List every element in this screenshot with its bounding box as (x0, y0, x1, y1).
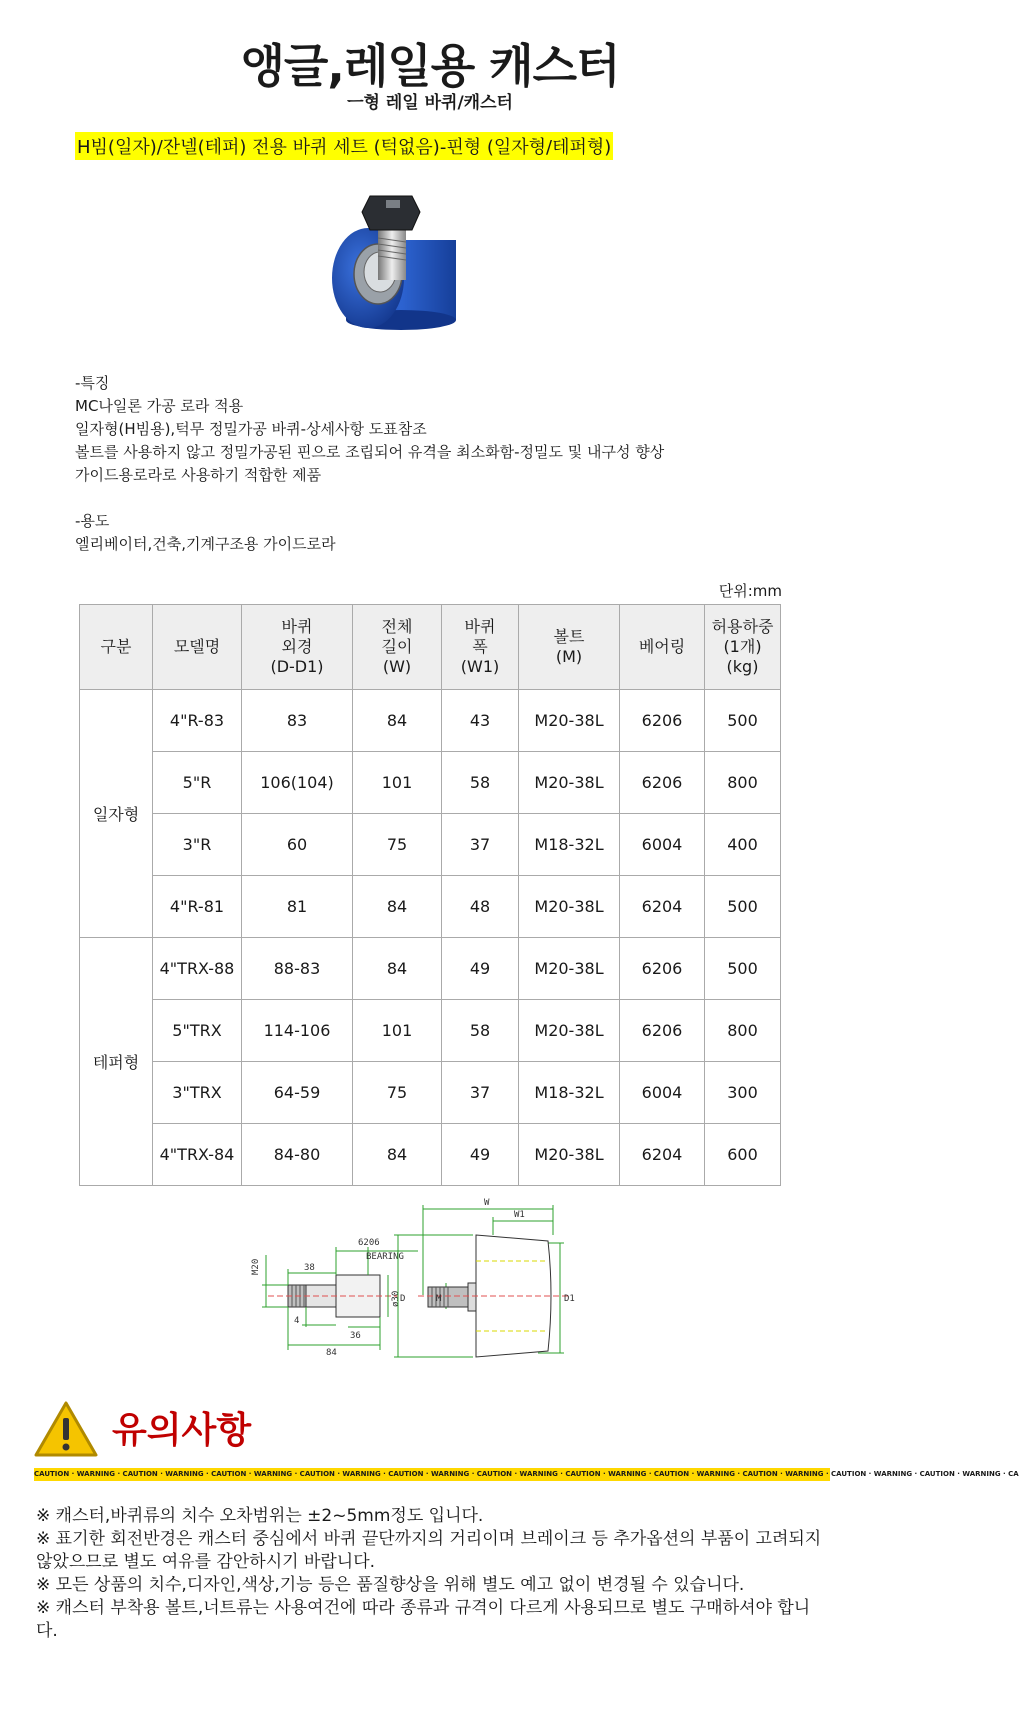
table-cell: 88-83 (242, 938, 353, 1000)
dim-w: W (484, 1198, 490, 1208)
spec-table (79, 604, 781, 1186)
table-cell: 6004 (620, 1062, 705, 1124)
table-cell: M20-38L (519, 1000, 620, 1062)
table-cell: 6204 (620, 1124, 705, 1186)
table-cell: M20-38L (519, 876, 620, 938)
table-cell: 114-106 (242, 1000, 353, 1062)
table-cell: 75 (353, 1062, 442, 1124)
table-cell: 106(104) (242, 752, 353, 814)
dim-d1: D1 (564, 1294, 575, 1304)
dim-4: 4 (294, 1316, 300, 1326)
dim-d: D (400, 1294, 406, 1304)
page-subtitle: ㅡ형 레일 바퀴/캐스터 (347, 93, 513, 113)
table-cell: 6206 (620, 1000, 705, 1062)
dim-m20: M20 (251, 1258, 261, 1275)
dim-38: 38 (304, 1263, 315, 1273)
table-row (80, 752, 781, 814)
table-cell: 6204 (620, 876, 705, 938)
table-cell: 5"TRX (153, 1000, 242, 1062)
header-category: 구분 (80, 605, 153, 690)
table-row (80, 938, 781, 1000)
table-cell: 58 (442, 1000, 519, 1062)
category-cell: 일자형 (80, 690, 153, 938)
table-cell: 101 (353, 1000, 442, 1062)
header-bolt: 볼트 (M) (519, 605, 620, 690)
dim-w1: W1 (514, 1210, 525, 1220)
unit-label: 단위:mm (718, 582, 782, 600)
table-cell: 75 (353, 814, 442, 876)
table-cell: 84 (353, 690, 442, 752)
table-header-row (80, 605, 781, 690)
table-cell: 800 (705, 1000, 781, 1062)
table-cell: 4"TRX-84 (153, 1124, 242, 1186)
dim-phi30: ø30 (391, 1290, 401, 1307)
table-row (80, 814, 781, 876)
note-item: ※ 모든 상품의 치수,디자인,색상,기능 등은 품질향상을 위해 별도 예고 없이 변경될 수 있습니다. (36, 1575, 745, 1595)
table-cell: 4"TRX-88 (153, 938, 242, 1000)
category-cell: 테퍼형 (80, 938, 153, 1186)
table-cell: 400 (705, 814, 781, 876)
table-cell: 600 (705, 1124, 781, 1186)
feature-line: MC나일론 가공 로라 적용 (75, 397, 244, 415)
usage-heading: -용도 (75, 512, 110, 530)
table-cell: M18-32L (519, 814, 620, 876)
header-load: 허용하중 (1개) (kg) (705, 605, 781, 690)
table-cell: 3"R (153, 814, 242, 876)
table-cell: 800 (705, 752, 781, 814)
table-cell: 500 (705, 690, 781, 752)
warning-icon (34, 1400, 98, 1458)
notes-section (36, 1505, 826, 1643)
table-cell: 500 (705, 938, 781, 1000)
table-cell: 6004 (620, 814, 705, 876)
table-cell: 37 (442, 1062, 519, 1124)
table-cell: M20-38L (519, 752, 620, 814)
product-line-banner: H빔(일자)/잔넬(테퍼) 전용 바퀴 세트 (턱없음)-핀형 (일자형/테퍼형) (75, 132, 613, 160)
feature-heading: -특징 (75, 374, 110, 392)
table-row (80, 690, 781, 752)
header-width: 바퀴 폭 (W1) (442, 605, 519, 690)
note-item: ※ 캐스터,바퀴류의 치수 오차범위는 ±2~5mm정도 입니다. (36, 1506, 484, 1526)
feature-line: 가이드용로라로 사용하기 적합한 제품 (75, 466, 322, 484)
feature-section (75, 372, 664, 556)
header-model: 모델명 (153, 605, 242, 690)
table-cell: 84 (353, 938, 442, 1000)
table-cell: 64-59 (242, 1062, 353, 1124)
note-item: ※ 캐스터 부착용 볼트,너트류는 사용여건에 따라 종류과 규격이 다르게 사용되므로 별도 구매하셔야 합니다. (36, 1598, 811, 1641)
feature-line: 일자형(H빔용),턱무 정밀가공 바퀴-상세사항 도표참조 (75, 420, 427, 438)
table-cell: 6206 (620, 690, 705, 752)
table-cell: 83 (242, 690, 353, 752)
dim-m: M (436, 1294, 442, 1304)
page-title: 앵글,레일용 캐스터 (240, 39, 620, 93)
table-row (80, 1124, 781, 1186)
dim-bearing: BEARING (366, 1252, 404, 1262)
table-cell: 84-80 (242, 1124, 353, 1186)
table-cell: 81 (242, 876, 353, 938)
usage-text: 엘리베이터,건축,기계구조용 가이드로라 (75, 535, 336, 553)
table-cell: M20-38L (519, 690, 620, 752)
product-photo (250, 190, 550, 370)
table-cell: M20-38L (519, 938, 620, 1000)
caution-tape: CAUTION · WARNING · CAUTION · WARNING · CAUTION · WARNING · CAUTION · WARNING · CAUTION · WARNING · CAUTION · WARNING · CAUTION · WARNING · CAUTION · WARNING · CAUTION · WARNING · CAUTION · WARNING · CAUTION · WARNING · CA (34, 1468, 830, 1481)
note-item: ※ 표기한 회전반경은 캐스터 중심에서 바퀴 끝단까지의 거리이며 브레이크 등 추가옵션의 부품이 고려되지 않았으므로 별도 여유를 감안하시기 바랍니다. (36, 1529, 822, 1572)
header-bearing: 베어링 (620, 605, 705, 690)
table-cell: 4"R-83 (153, 690, 242, 752)
caution-title: 유의사항 (112, 1410, 252, 1451)
table-cell: 300 (705, 1062, 781, 1124)
dim-36: 36 (350, 1331, 361, 1341)
feature-line: 볼트를 사용하지 않고 정밀가공된 핀으로 조립되어 유격을 최소화함-정밀도 및 내구성 향상 (75, 443, 665, 461)
table-cell: M20-38L (519, 1124, 620, 1186)
table-cell: M18-32L (519, 1062, 620, 1124)
technical-drawing (248, 1195, 628, 1370)
table-cell: 48 (442, 876, 519, 938)
header-length: 전체 길이 (W) (353, 605, 442, 690)
table-cell: 84 (353, 1124, 442, 1186)
table-row (80, 876, 781, 938)
table-cell: 37 (442, 814, 519, 876)
caution-heading (34, 1400, 434, 1460)
dim-84: 84 (326, 1348, 337, 1358)
table-cell: 500 (705, 876, 781, 938)
table-row (80, 1062, 781, 1124)
table-cell: 84 (353, 876, 442, 938)
table-cell: 6206 (620, 938, 705, 1000)
table-cell: 58 (442, 752, 519, 814)
table-row (80, 1000, 781, 1062)
table-cell: 3"TRX (153, 1062, 242, 1124)
table-cell: 49 (442, 1124, 519, 1186)
table-cell: 6206 (620, 752, 705, 814)
table-cell: 5"R (153, 752, 242, 814)
table-cell: 43 (442, 690, 519, 752)
header-diameter: 바퀴 외경 (D-D1) (242, 605, 353, 690)
table-cell: 101 (353, 752, 442, 814)
table-cell: 4"R-81 (153, 876, 242, 938)
table-cell: 60 (242, 814, 353, 876)
dim-6206: 6206 (358, 1238, 380, 1248)
table-cell: 49 (442, 938, 519, 1000)
